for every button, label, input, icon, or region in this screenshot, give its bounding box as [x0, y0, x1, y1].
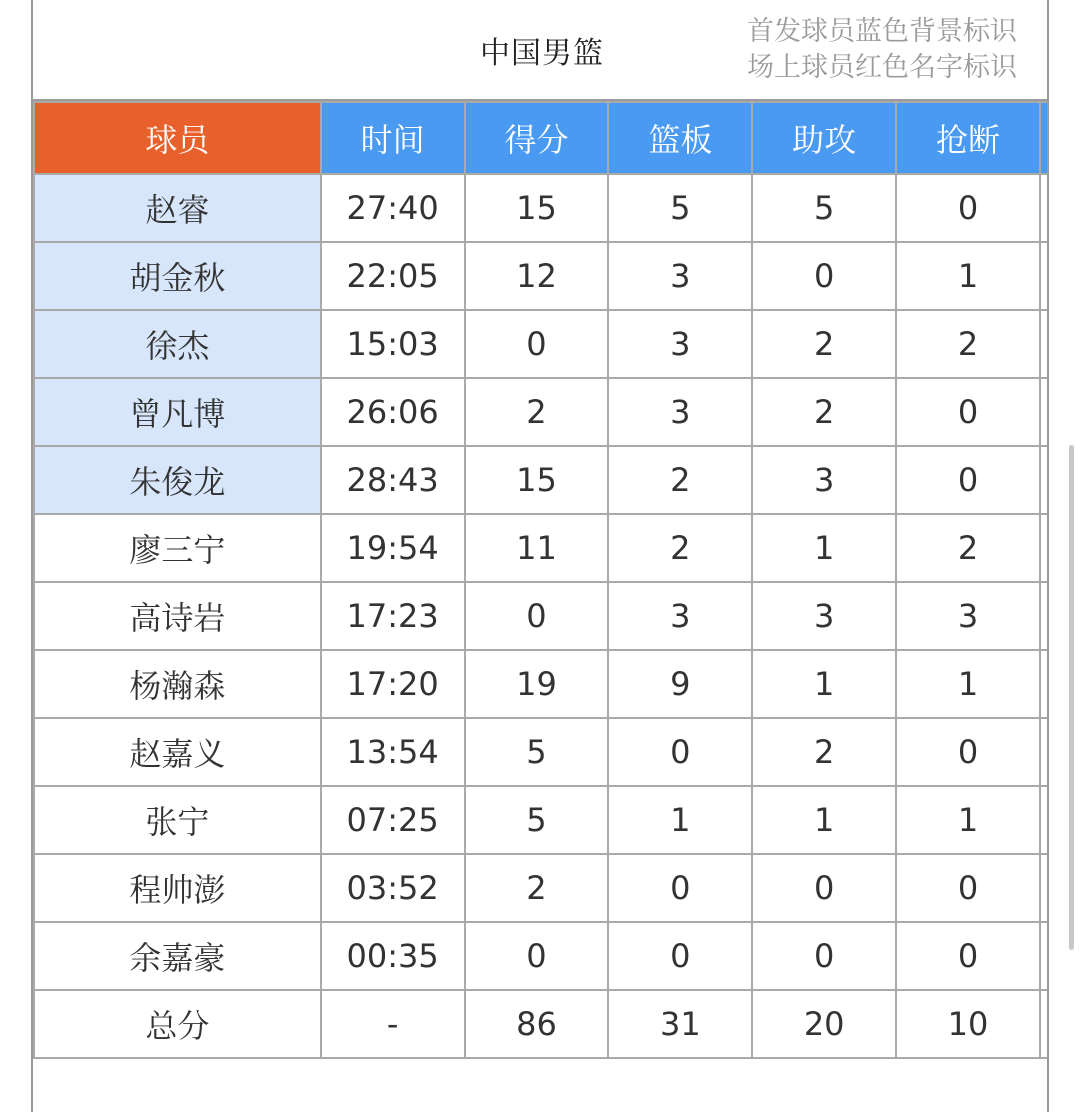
column-header-assists[interactable]: 助攻: [752, 102, 896, 174]
player-name: 高诗岩: [34, 582, 321, 650]
totals-minutes: -: [321, 990, 465, 1058]
points-cell: 19: [465, 650, 609, 718]
overflow-cell: [1040, 174, 1047, 242]
legend-oncourt-note: 场上球员红色名字标识: [747, 52, 1017, 83]
assists-cell: 2: [752, 310, 896, 378]
overflow-cell: [1040, 446, 1047, 514]
player-name: 张宁: [34, 786, 321, 854]
totals-label: 总分: [34, 990, 321, 1058]
table-row: [34, 446, 1047, 514]
minutes-cell: 22:05: [321, 242, 465, 310]
player-name: 赵嘉义: [34, 718, 321, 786]
overflow-cell: [1040, 310, 1047, 378]
rebounds-cell: 1: [608, 786, 752, 854]
rebounds-cell: 3: [608, 378, 752, 446]
player-name: 程帅澎: [34, 854, 321, 922]
minutes-cell: 27:40: [321, 174, 465, 242]
assists-cell: 1: [752, 650, 896, 718]
table-row: [34, 378, 1047, 446]
minutes-cell: 19:54: [321, 514, 465, 582]
overflow-cell: [1040, 582, 1047, 650]
minutes-cell: 15:03: [321, 310, 465, 378]
steals-cell: 2: [896, 514, 1040, 582]
legend-starter-note: 首发球员蓝色背景标识: [747, 16, 1017, 47]
rebounds-cell: 2: [608, 514, 752, 582]
player-name: 徐杰: [34, 310, 321, 378]
overflow-cell: [1040, 854, 1047, 922]
assists-cell: 0: [752, 854, 896, 922]
column-header-rebounds[interactable]: 篮板: [608, 102, 752, 174]
column-header-overflow: [1040, 102, 1047, 174]
rebounds-cell: 3: [608, 310, 752, 378]
rebounds-cell: 2: [608, 446, 752, 514]
player-name: 曾凡博: [34, 378, 321, 446]
table-row: [34, 514, 1047, 582]
points-cell: 2: [465, 378, 609, 446]
minutes-cell: 28:43: [321, 446, 465, 514]
rebounds-cell: 9: [608, 650, 752, 718]
minutes-cell: 26:06: [321, 378, 465, 446]
steals-cell: 1: [896, 242, 1040, 310]
table-row: [34, 174, 1047, 242]
overflow-cell: [1040, 514, 1047, 582]
rebounds-cell: 3: [608, 582, 752, 650]
table-row: [34, 718, 1047, 786]
column-header-player[interactable]: 球员: [34, 102, 321, 174]
overflow-cell: [1040, 650, 1047, 718]
table-row: [34, 310, 1047, 378]
column-header-time[interactable]: 时间: [321, 102, 465, 174]
minutes-cell: 07:25: [321, 786, 465, 854]
player-name: 朱俊龙: [34, 446, 321, 514]
minutes-cell: 17:20: [321, 650, 465, 718]
box-score-panel: [31, 0, 1049, 1112]
points-cell: 11: [465, 514, 609, 582]
assists-cell: 1: [752, 786, 896, 854]
player-name: 胡金秋: [34, 242, 321, 310]
points-cell: 0: [465, 310, 609, 378]
steals-cell: 1: [896, 650, 1040, 718]
table-row: [34, 854, 1047, 922]
rebounds-cell: 3: [608, 242, 752, 310]
assists-cell: 2: [752, 718, 896, 786]
legend: [747, 14, 1017, 86]
points-cell: 15: [465, 174, 609, 242]
overflow-cell: [1040, 990, 1047, 1058]
player-name: 赵睿: [34, 174, 321, 242]
totals-assists: 20: [752, 990, 896, 1058]
rebounds-cell: 0: [608, 854, 752, 922]
table-row: [34, 650, 1047, 718]
minutes-cell: 13:54: [321, 718, 465, 786]
assists-cell: 5: [752, 174, 896, 242]
overflow-cell: [1040, 922, 1047, 990]
minutes-cell: 00:35: [321, 922, 465, 990]
assists-cell: 3: [752, 446, 896, 514]
points-cell: 12: [465, 242, 609, 310]
column-header-points[interactable]: 得分: [465, 102, 609, 174]
assists-cell: 0: [752, 922, 896, 990]
overflow-cell: [1040, 718, 1047, 786]
steals-cell: 3: [896, 582, 1040, 650]
assists-cell: 2: [752, 378, 896, 446]
steals-cell: 0: [896, 378, 1040, 446]
table-row: [34, 786, 1047, 854]
points-cell: 2: [465, 854, 609, 922]
points-cell: 15: [465, 446, 609, 514]
totals-rebounds: 31: [608, 990, 752, 1058]
assists-cell: 0: [752, 242, 896, 310]
steals-cell: 0: [896, 854, 1040, 922]
steals-cell: 0: [896, 174, 1040, 242]
steals-cell: 1: [896, 786, 1040, 854]
rebounds-cell: 0: [608, 922, 752, 990]
rebounds-cell: 5: [608, 174, 752, 242]
totals-points: 86: [465, 990, 609, 1058]
stats-table: [33, 101, 1047, 1059]
rebounds-cell: 0: [608, 718, 752, 786]
player-name: 廖三宁: [34, 514, 321, 582]
minutes-cell: 03:52: [321, 854, 465, 922]
overflow-cell: [1040, 786, 1047, 854]
table-row: [34, 242, 1047, 310]
assists-cell: 1: [752, 514, 896, 582]
vertical-scrollbar[interactable]: [1069, 445, 1074, 950]
column-header-steals[interactable]: 抢断: [896, 102, 1040, 174]
assists-cell: 3: [752, 582, 896, 650]
team-title: 中国男篮: [480, 36, 604, 71]
header-row: [34, 102, 1047, 174]
points-cell: 5: [465, 786, 609, 854]
overflow-cell: [1040, 378, 1047, 446]
minutes-cell: 17:23: [321, 582, 465, 650]
table-row: [34, 922, 1047, 990]
player-name: 杨瀚森: [34, 650, 321, 718]
steals-cell: 0: [896, 922, 1040, 990]
player-name: 余嘉豪: [34, 922, 321, 990]
totals-row: [34, 990, 1047, 1058]
steals-cell: 2: [896, 310, 1040, 378]
table-row: [34, 582, 1047, 650]
title-bar: [33, 0, 1047, 101]
steals-cell: 0: [896, 446, 1040, 514]
steals-cell: 0: [896, 718, 1040, 786]
totals-steals: 10: [896, 990, 1040, 1058]
points-cell: 5: [465, 718, 609, 786]
overflow-cell: [1040, 242, 1047, 310]
points-cell: 0: [465, 922, 609, 990]
points-cell: 0: [465, 582, 609, 650]
